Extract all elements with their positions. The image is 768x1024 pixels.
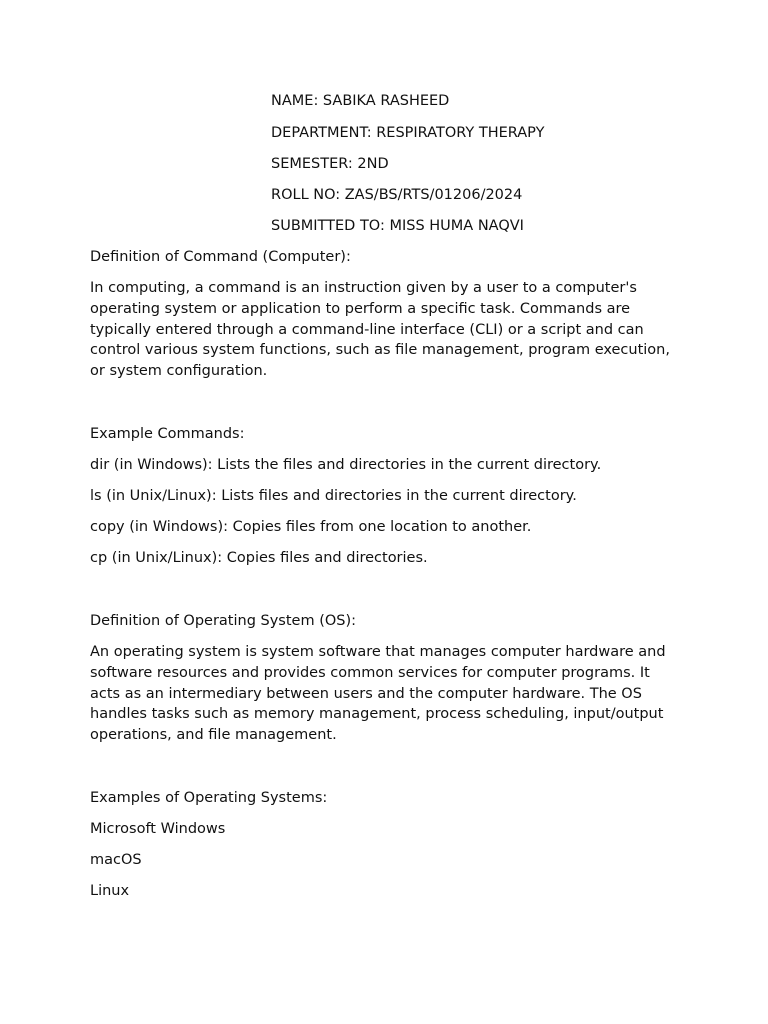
example-commands-heading: Example Commands: — [90, 426, 245, 442]
os-definition-paragraph: An operating system is system software that manages computer hardware and software resources and provides common services for computer programs. It acts as an intermediary between users and the computer hardware. The OS handles tasks such as memory management, process scheduling, input/output operations, and file management. — [90, 644, 666, 744]
submitted-to: SUBMITTED TO: MISS HUMA NAQVI — [271, 218, 524, 234]
command-definition-heading: Definition of Command (Computer): — [90, 249, 351, 265]
os-definition-heading: Definition of Operating System (OS): — [90, 613, 357, 629]
command-example-item: ls (in Unix/Linux): Lists files and directories in the current directory. — [90, 488, 577, 504]
roll-number: ROLL NO: ZAS/BS/RTS/01206/2024 — [271, 187, 523, 203]
os-example-item: macOS — [90, 852, 142, 868]
command-example-item: dir (in Windows): Lists the files and directories in the current directory. — [90, 457, 602, 473]
command-example-item: cp (in Unix/Linux): Copies files and directories. — [90, 550, 428, 566]
os-example-item: Microsoft Windows — [90, 821, 226, 837]
command-definition-paragraph: In computing, a command is an instruction given by a user to a computer's operating system or application to perform a specific task. Commands are typically entered through a command-line interface (CLI) or a script and can control various system functions, such as file management, program execution, or system configuration. — [90, 280, 670, 380]
semester: SEMESTER: 2ND — [271, 156, 389, 172]
example-os-heading: Examples of Operating Systems: — [90, 790, 328, 806]
student-name: NAME: SABIKA RASHEED — [271, 93, 450, 109]
os-example-item: Linux — [90, 883, 130, 899]
department: DEPARTMENT: RESPIRATORY THERAPY — [271, 125, 545, 141]
command-example-item: copy (in Windows): Copies files from one location to another. — [90, 519, 532, 535]
